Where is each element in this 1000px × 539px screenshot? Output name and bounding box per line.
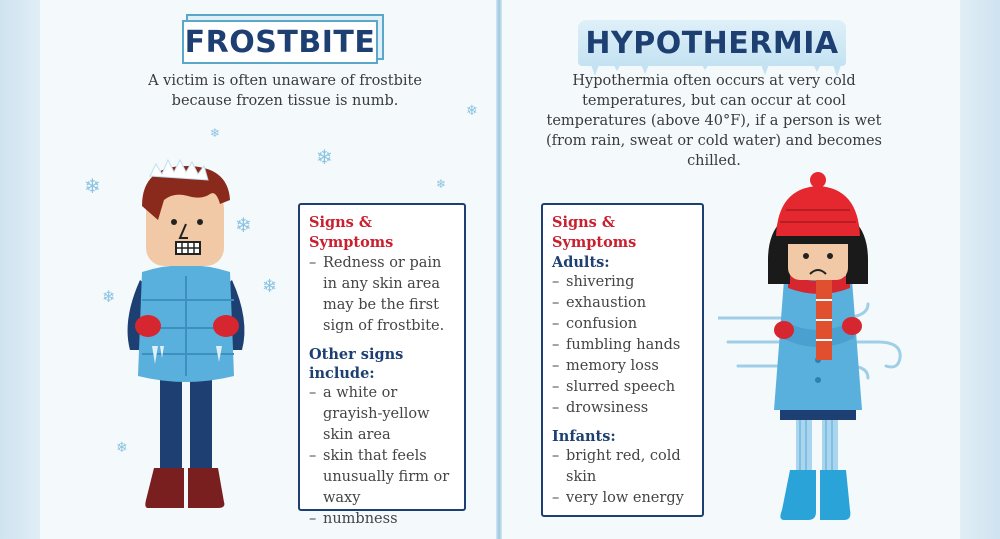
frostbite-symptoms-heading: Signs & Symptoms	[309, 214, 394, 251]
list-item: – bright red, cold skin	[552, 446, 692, 488]
list-item: – Redness or pain in any skin area may be the first sign of frostbite.	[309, 253, 454, 337]
hypothermia-symptoms-box	[541, 203, 704, 517]
list-item: – skin that feels unusually firm or waxy	[309, 446, 454, 509]
hypothermia-title: HYPOTHERMIA	[578, 20, 846, 66]
hypothermia-intro: Hypothermia often occurs at very cold temperatures, but can occur at cool temperatures (above 40°F), if a person is wet (from rain, sweat or cold water) and becomes chilled.	[546, 73, 882, 169]
snowflake-icon: ❄	[116, 440, 128, 456]
infants-list	[552, 446, 692, 509]
snowflake-icon: ❄	[84, 174, 101, 198]
snowflake-icon: ❄	[262, 276, 278, 297]
infants-heading: Infants:	[552, 428, 616, 445]
list-item: – memory loss	[552, 356, 692, 377]
list-item: – exhaustion	[552, 293, 692, 314]
list-item: – shivering	[552, 272, 692, 293]
hypothermia-symptoms-heading: Signs & Symptoms	[552, 214, 637, 251]
list-item: – confusion	[552, 314, 692, 335]
list-item: – very low energy	[552, 488, 692, 509]
snowflake-icon: ❄	[210, 126, 221, 140]
frostbite-title: FROSTBITE	[182, 20, 378, 64]
frozen-boy-illustration	[112, 150, 262, 520]
list-item: – slurred speech	[552, 377, 692, 398]
frostbite-other-list	[309, 383, 454, 530]
list-item: – drowsiness	[552, 398, 692, 419]
frostbite-intro: A victim is often unaware of frostbite because frozen tissue is numb.	[148, 73, 422, 109]
list-item: – fumbling hands	[552, 335, 692, 356]
snowflake-icon: ❄	[316, 145, 333, 169]
snowflake-icon: ❄	[102, 287, 116, 306]
frostbite-other-heading: Other signs include:	[309, 346, 404, 382]
snowflake-icon: ❄	[466, 103, 478, 119]
adults-list	[552, 272, 692, 419]
list-item: – numbness	[309, 509, 454, 530]
icicle-decoration	[700, 62, 710, 70]
icicle-decoration	[612, 62, 622, 71]
snowflake-icon: ❄	[436, 177, 447, 191]
frostbite-symptoms-box	[298, 203, 466, 527]
adults-heading: Adults:	[552, 254, 610, 271]
list-item: – a white or grayish-yellow skin area	[309, 383, 454, 446]
snowflake-icon: ❄	[235, 213, 252, 237]
cold-girl-illustration	[764, 170, 874, 530]
frostbite-symptoms-list	[309, 253, 454, 337]
center-divider	[496, 0, 502, 539]
